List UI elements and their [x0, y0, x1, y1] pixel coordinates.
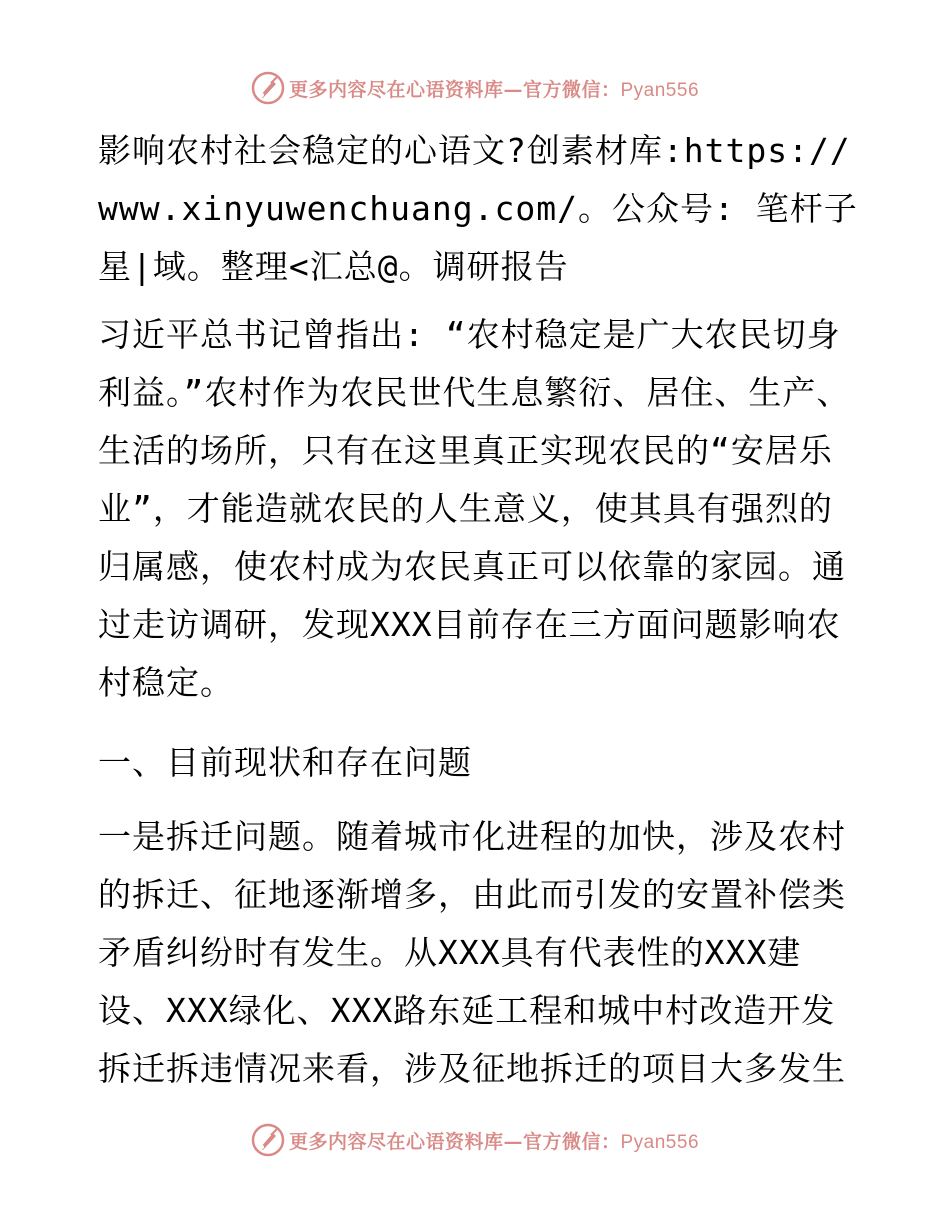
intro-paragraph: 习近平总书记曾指出: “农村稳定是广大农民切身利益。”农村作为农民世代生息繁衍、居住、生产、生活的场所，只有在这里真正实现农民的“安居乐业”，才能造就农民的人生意义，使其具有强烈的归属感，使农村成为农民真正可以依靠的家园。通过走访调研，发现XXX目前存在三方面问题影响农村稳定。 [98, 315, 851, 702]
quill-logo-icon [251, 71, 285, 105]
document-title: 影响农村社会稳定的心语文?创素材库:https://www.xinyuwenchuang.com/。公众号: 笔杆子星|域。整理<汇总@。调研报告 [98, 131, 858, 286]
watermark-banner-bottom [0, 1120, 950, 1160]
issue-paragraph: 一是拆迁问题。随着城市化进程的加快，涉及农村的拆迁、征地逐渐增多，由此而引发的安置补偿类矛盾纠纷时有发生。从XXX具有代表性的XXX建设、XXX绿化、XXX路东延工程和城中村改造开发拆迁拆违情况来看，涉及征地拆迁的项目大多发生 [98, 817, 846, 1088]
quill-logo-icon [251, 1123, 285, 1157]
wechat-id: Pyan556 [620, 1131, 700, 1153]
watermark-banner-top [0, 68, 950, 108]
wechat-id: Pyan556 [620, 79, 700, 101]
section-heading: 一、目前现状和存在问题 [98, 743, 472, 782]
watermark-text: 更多内容尽在心语资料库—官方微信：Pyan556 [288, 1130, 700, 1153]
watermark-text: 更多内容尽在心语资料库—官方微信：Pyan556 [288, 78, 700, 101]
